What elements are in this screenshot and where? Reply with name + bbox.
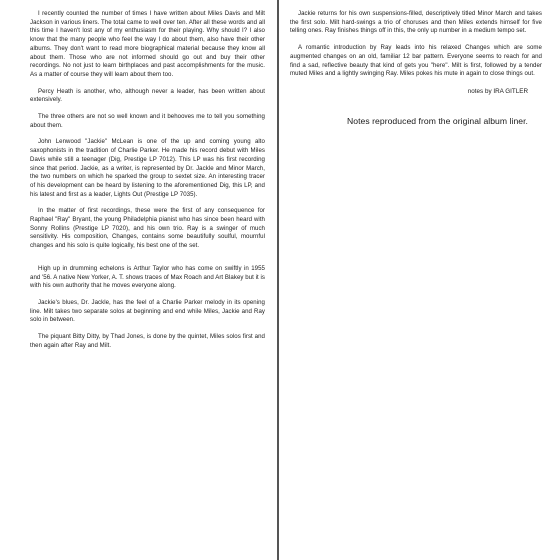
column-divider bbox=[277, 0, 279, 560]
author-credit: notes by IRA GITLER bbox=[467, 87, 528, 95]
reproduction-note: Notes reproduced from the original album liner. bbox=[346, 115, 528, 126]
paragraph-three-others: The three others are not so well known and it behooves me to tell you something about them. bbox=[30, 113, 265, 129]
left-column bbox=[30, 10, 265, 359]
paragraph-jackie-mclean: John Lenwood "Jackie" McLean is one of the up and coming young alto saxophonists in the tradition of Charlie Parker. He made his record debut with Miles Davis while still a teenager (Dig, Prestige LP 7012). This LP was his first recording since that period. Jackie, as a writer, is represented by Dr. Jackle and Minor March, the two numbers on which he sparked the group to sextet size. An interesting tracer of his development can be heard by listening to the aforementioned Dig, this LP, and his latest and first as a leader, Lights Out (Prestige LP 7035). bbox=[30, 138, 265, 198]
paragraph-changes: A romantic introduction by Ray leads into his relaxed Changes which are some augmented changes on an old, familiar 12 bar pattern. Everyone seems to reach for and find a sad, reflective beauty that kind of gets you "here". Milt is first, followed by a tender muted Miles and a lightly swinging Ray. Miles pokes his mute in again to close things out. bbox=[290, 44, 542, 78]
paragraph-minor-march: Jackie returns for his own suspensions-filled, descriptively titled Minor March and takes the first solo. Milt hard-swings a trio of choruses and then Miles extends himself for five telling ones. Ray finishes things off in this, the only up number in a medium tempo set. bbox=[290, 10, 542, 35]
right-column bbox=[290, 10, 542, 127]
paragraph-arthur-taylor: High up in drumming echelons is Arthur Taylor who has come on swiftly in 1955 and '56. A native New Yorker, A. T. shows traces of Max Roach and Art Blakey but it is with his own authority that he moves everyone along. bbox=[30, 264, 266, 290]
paragraph-percy-heath: Percy Heath is another, who, although never a leader, has been written about extensively. bbox=[30, 87, 265, 104]
paragraph-intro: I recently counted the number of times I have written about Miles Davis and Milt Jackson in various liners. The total came to well over ten. After all these words and all this time I haven't lost any of my enthusiasm for their playing. Why should I? I also know that the many people who feel the way I do about them, also have their other albums. They don't want to read more biographical material because they know all about them. Those who are not informed should go out and buy their other recordings. No not just to learn birthplaces and past accomplishments for the music. As a matter of course they will learn about them too. bbox=[30, 10, 265, 78]
paragraph-dr-jackle: Jackie's blues, Dr. Jackle, has the feel of a Charlie Parker melody in its opening line. Milt takes two separate solos at beginning and end while Miles, Jackie and Ray solo in between. bbox=[30, 298, 265, 324]
paragraph-ray-bryant: In the matter of first recordings, these were the first of any consequence for Raphael "Ray" Bryant, the young Philadelphia pianist who has since been heard with Sonny Rollins (Prestige LP 7020), and his own trio. Ray is a swinger of much sensitivity. His composition, Changes, contains some beautifully soulful, mournful changes and his solo is quite logically, his best one of the set. bbox=[30, 207, 265, 250]
paragraph-bitty-ditty: The piquant Bitty Ditty, by Thad Jones, is done by the quintet, Miles solos first and then again after Ray and Milt. bbox=[30, 333, 265, 349]
